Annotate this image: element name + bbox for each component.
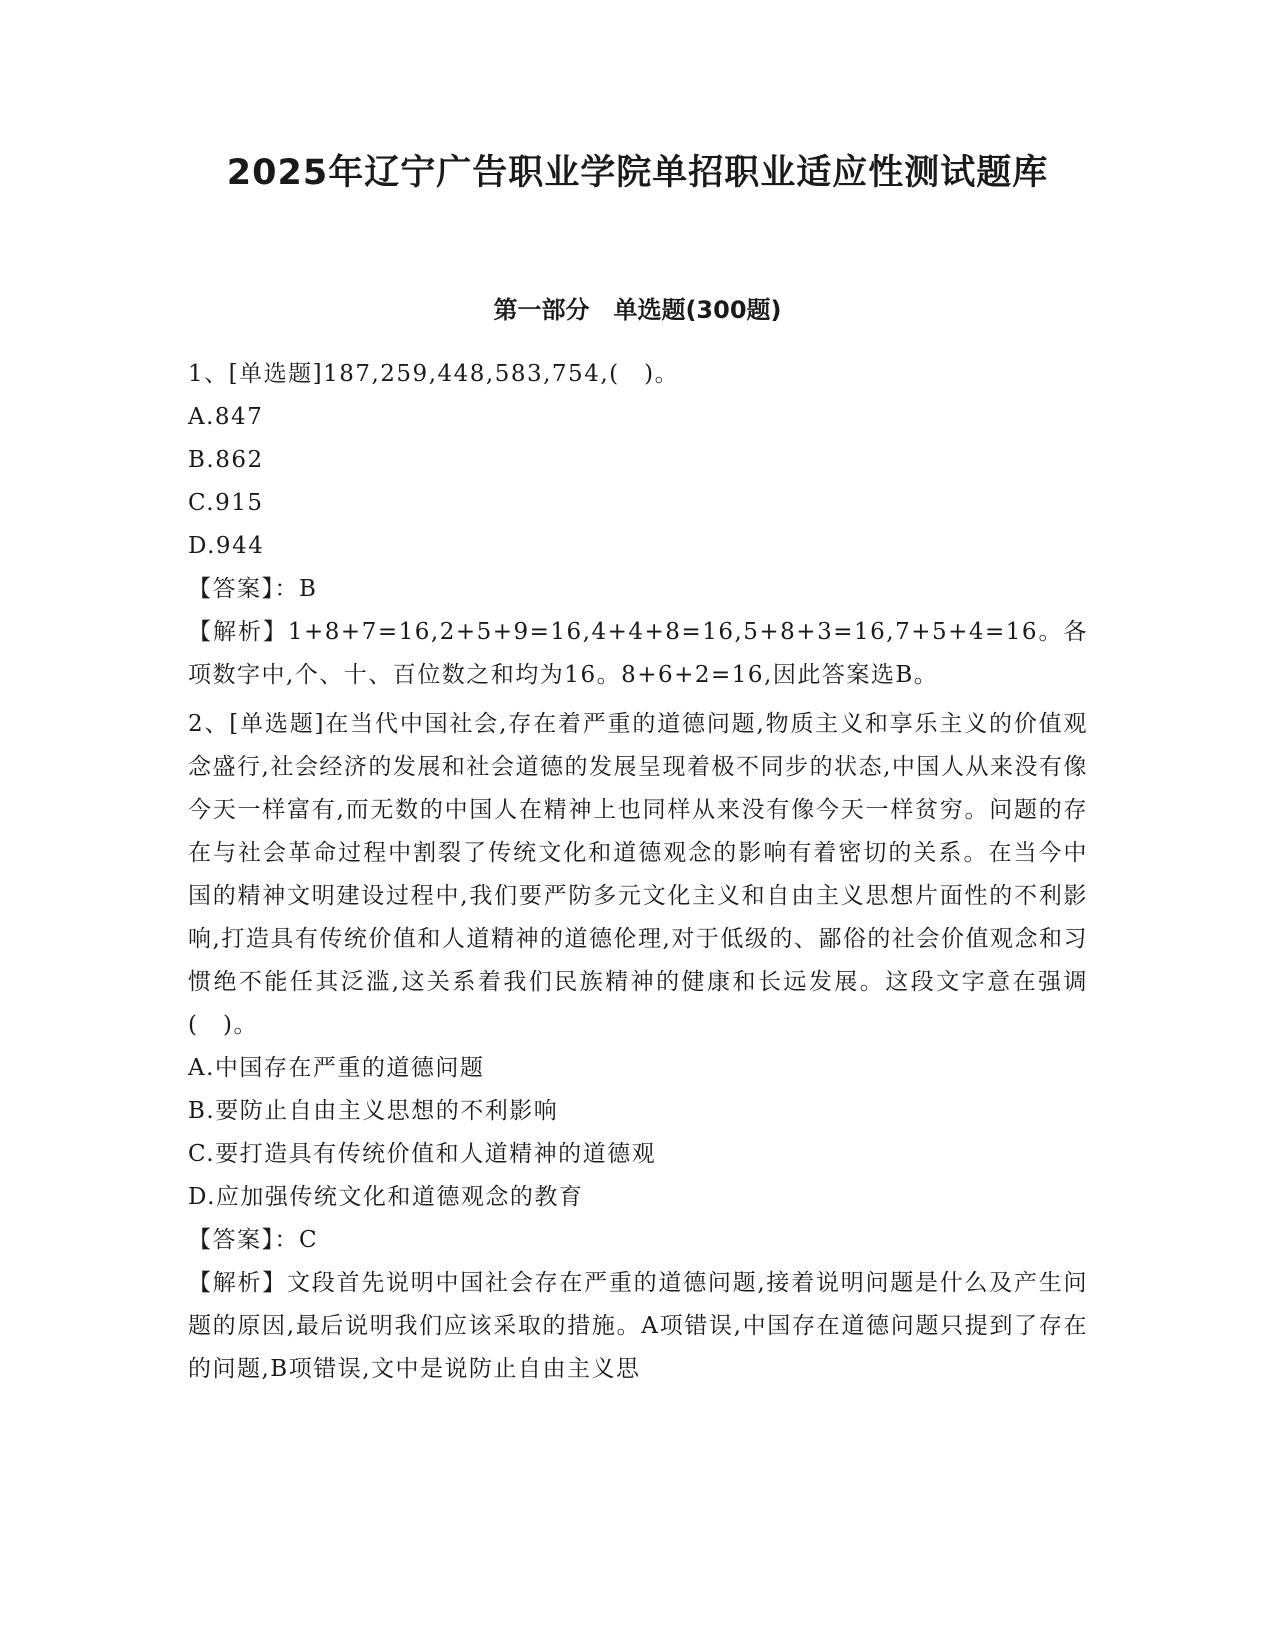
option-c: C.要打造具有传统价值和人道精神的道德观 [188, 1141, 657, 1167]
option-b: B.862 [188, 447, 264, 473]
question-list [188, 353, 1088, 1397]
section-title: 第一部分 单选题(300题) [493, 296, 782, 324]
answer-line: 【答案】：C [188, 1227, 319, 1253]
option-d: D.应加强传统文化和道德观念的教育 [188, 1184, 584, 1210]
analysis-text: 【解析】1+8+7=16,2+5+9=16,4+4+8=16,5+8+3=16,7+5+4=16。各项数字中,个、十、百位数之和均为16。8+6+2=16,因此答案选B。 [188, 619, 1088, 688]
option-a: A.847 [188, 404, 264, 430]
question-stem: 2、[单选题]在当代中国社会,存在着严重的道德问题,物质主义和享乐主义的价值观念盛行,社会经济的发展和社会道德的发展呈现着极不同步的状态,中国人从来没有像今天一样富有,而无数的中国人在精神上也同样从来没有像今天一样贫穷。问题的存在与社会革命过程中割裂了传统文化和道德观念的影响有着密切的关系。在当今中国的精神文明建设过程中,我们要严防多元文化主义和自由主义思想片面性的不利影响,打造具有传统价值和人道精神的道德伦理,对于低级的、鄙俗的社会价值观念和习惯绝不能任其泛滥,这关系着我们民族精神的健康和长远发展。这段文字意在强调( )。 [188, 711, 1088, 1038]
analysis-text: 【解析】文段首先说明中国社会存在严重的道德问题,接着说明问题是什么及产生问题的原因,最后说明我们应该采取的措施。A项错误,中国存在道德问题只提到了存在的问题,B项错误,文中是说防止自由主义思 [188, 1270, 1088, 1382]
option-c: C.915 [188, 490, 264, 516]
option-b: B.要防止自由主义思想的不利影响 [188, 1098, 559, 1124]
document-title: 2025年辽宁广告职业学院单招职业适应性测试题库 [226, 153, 1049, 193]
option-a: A.中国存在严重的道德问题 [188, 1055, 485, 1081]
question-item [188, 353, 1088, 697]
question-stem: 1、[单选题]187,259,448,583,754,( )。 [188, 361, 680, 387]
question-item [188, 703, 1088, 1391]
option-d: D.944 [188, 533, 265, 559]
answer-line: 【答案】：B [188, 576, 318, 602]
